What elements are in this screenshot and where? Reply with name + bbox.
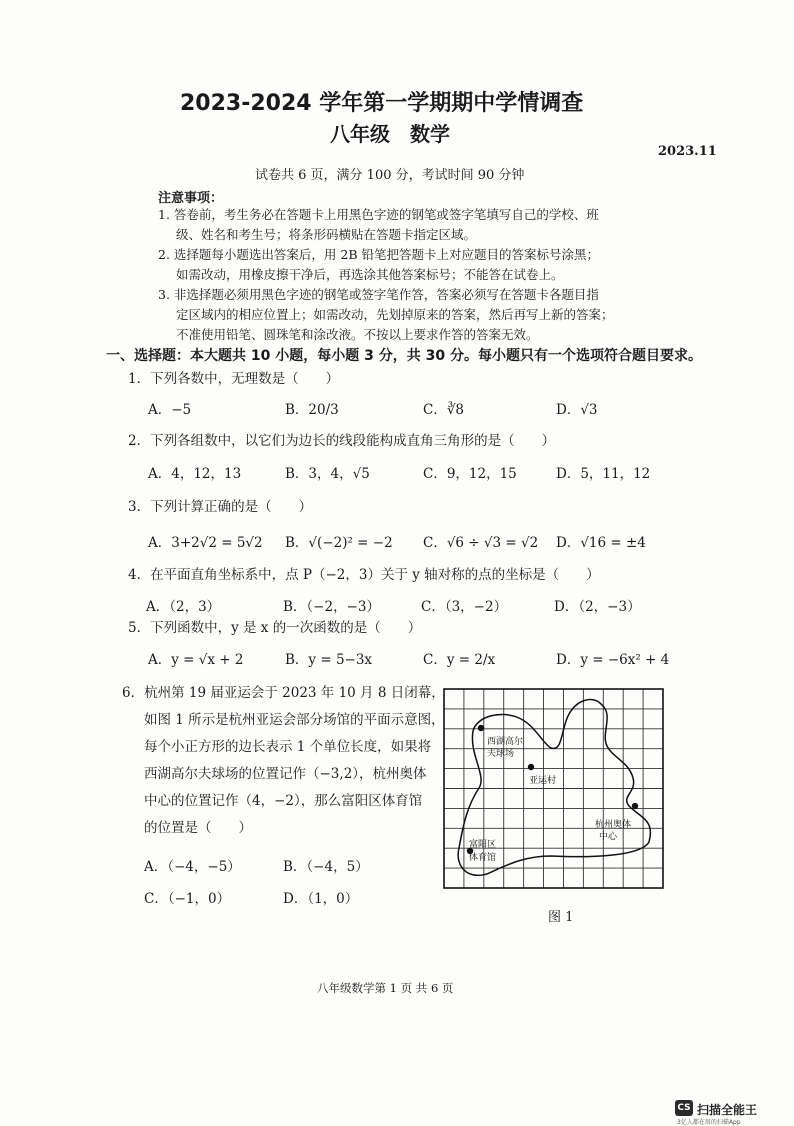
option: A．（2，3） — [146, 599, 221, 615]
option: A．3+2√2 = 5√2 — [148, 535, 263, 551]
map-label-xihu-1: 西湖高尔 — [487, 737, 524, 747]
option: C．（−1，0） — [144, 891, 231, 907]
option: B．3，4，√5 — [285, 466, 370, 482]
question-stem: 1．下列各数中，无理数是（ ） — [128, 371, 340, 387]
option: B．y = 5−3x — [285, 652, 373, 668]
map-label-xihu-2: 夫球场 — [487, 749, 515, 759]
figure-caption: 图 1 — [548, 910, 574, 925]
question-stem: 4．在平面直角坐标系中，点 P（−2，3）关于 y 轴对称的点的坐标是（ ） — [128, 567, 600, 583]
option: C．√6 ÷ √3 = √2 — [423, 535, 539, 551]
q6-line: 如图 1 所示是杭州亚运会部分场馆的平面示意图， — [144, 712, 445, 728]
xihu-golf-point — [478, 725, 484, 731]
option: A．y = √x + 2 — [148, 652, 244, 668]
q6-line: 6．杭州第 19 届亚运会于 2023 年 10 月 8 日闭幕， — [122, 685, 445, 701]
question-stem: 3．下列计算正确的是（ ） — [128, 499, 313, 515]
option: C．9，12，15 — [423, 466, 517, 482]
note-line: 定区域内的相应位置上；如需改动，先划掉原来的答案，然后再写上新的答案； — [176, 307, 614, 322]
yayuncun-point — [528, 764, 534, 770]
exam-subtitle: 八年级 数学 — [330, 122, 450, 146]
option: D．y = −6x² + 4 — [556, 652, 670, 668]
note-line: 级、姓名和考生号；将条形码横贴在答题卡指定区域。 — [176, 227, 477, 242]
camscanner-logo-icon: CS — [675, 1100, 693, 1116]
option: D．5，11，12 — [556, 466, 651, 482]
q6-line: 西湖高尔夫球场的位置记作（−3,2），杭州奥体 — [144, 766, 427, 782]
note-line: 2. 选择题每小题选出答案后，用 2B 铅笔把答题卡上对应题目的答案标号涂黑； — [158, 247, 599, 262]
note-line: 如需改动，用橡皮擦干净后，再选涂其他答案标号；不能答在试卷上。 — [176, 267, 564, 282]
option: D．√16 = ±4 — [556, 535, 646, 551]
option: D．√3 — [556, 402, 598, 418]
watermark-brand: 扫描全能王 — [697, 1103, 758, 1117]
option: A．（−4，−5） — [144, 859, 241, 875]
question-stem: 5．下列函数中，y 是 x 的一次函数的是（ ） — [128, 620, 422, 636]
map-label-fuyang-1: 富阳区 — [469, 840, 497, 850]
exam-info: 试卷共 6 页，满分 100 分，考试时间 90 分钟 — [255, 168, 525, 183]
map-label-aoti-1: 杭州奥体 — [595, 820, 632, 830]
option: A．−5 — [148, 402, 192, 418]
option: C．y = 2/x — [423, 652, 496, 668]
option: B．20/3 — [285, 402, 339, 418]
q6-line: 中心的位置记作（4，−2），那么富阳区体育馆 — [144, 793, 423, 809]
note-line: 不准使用铅笔、圆珠笔和涂改液。不按以上要求作答的答案无效。 — [176, 327, 539, 342]
note-line: 1. 答卷前，考生务必在答题卡上用黑色字迹的钢笔或签字笔填写自己的学校、班 — [158, 207, 599, 222]
venue-map-figure — [443, 688, 665, 890]
option: A．4，12，13 — [148, 466, 242, 482]
option: B．（−2，−3） — [283, 599, 380, 615]
q6-line: 每个小正方形的边长表示 1 个单位长度，如果将 — [144, 739, 432, 755]
notes-heading: 注意事项： — [158, 191, 224, 206]
watermark-tagline: 3亿人都在用的扫描App — [677, 1119, 741, 1126]
option: C．∛8 — [423, 402, 465, 418]
option: B．√(−2)² = −2 — [285, 535, 393, 551]
section-heading: 一、选择题：本大题共 10 小题，每小题 3 分，共 30 分。每小题只有一个选项符合题目要求。 — [106, 348, 702, 364]
option: D．（1，0） — [283, 891, 359, 907]
option: D．（2，−3） — [554, 599, 641, 615]
option: B．（−4，5） — [283, 859, 369, 875]
page-footer: 八年级数学第 1 页 共 6 页 — [317, 981, 454, 995]
map-label-fuyang-2: 体育馆 — [469, 853, 497, 863]
map-label-yayuncun: 亚运村 — [529, 776, 557, 786]
exam-date: 2023.11 — [658, 144, 717, 159]
question-stem: 2．下列各组数中，以它们为边长的线段能构成直角三角形的是（ ） — [128, 433, 556, 449]
note-line: 3. 非选择题必须用黑色字迹的钢笔或签字笔作答，答案必须写在答题卡各题目指 — [158, 287, 599, 302]
option: C．（3，−2） — [421, 599, 508, 615]
olympic-center-point — [632, 803, 638, 809]
exam-title: 2023-2024 学年第一学期期中学情调查 — [180, 91, 584, 116]
q6-line: 的位置是（ ） — [144, 820, 252, 836]
map-label-aoti-2: 中心 — [599, 832, 618, 842]
